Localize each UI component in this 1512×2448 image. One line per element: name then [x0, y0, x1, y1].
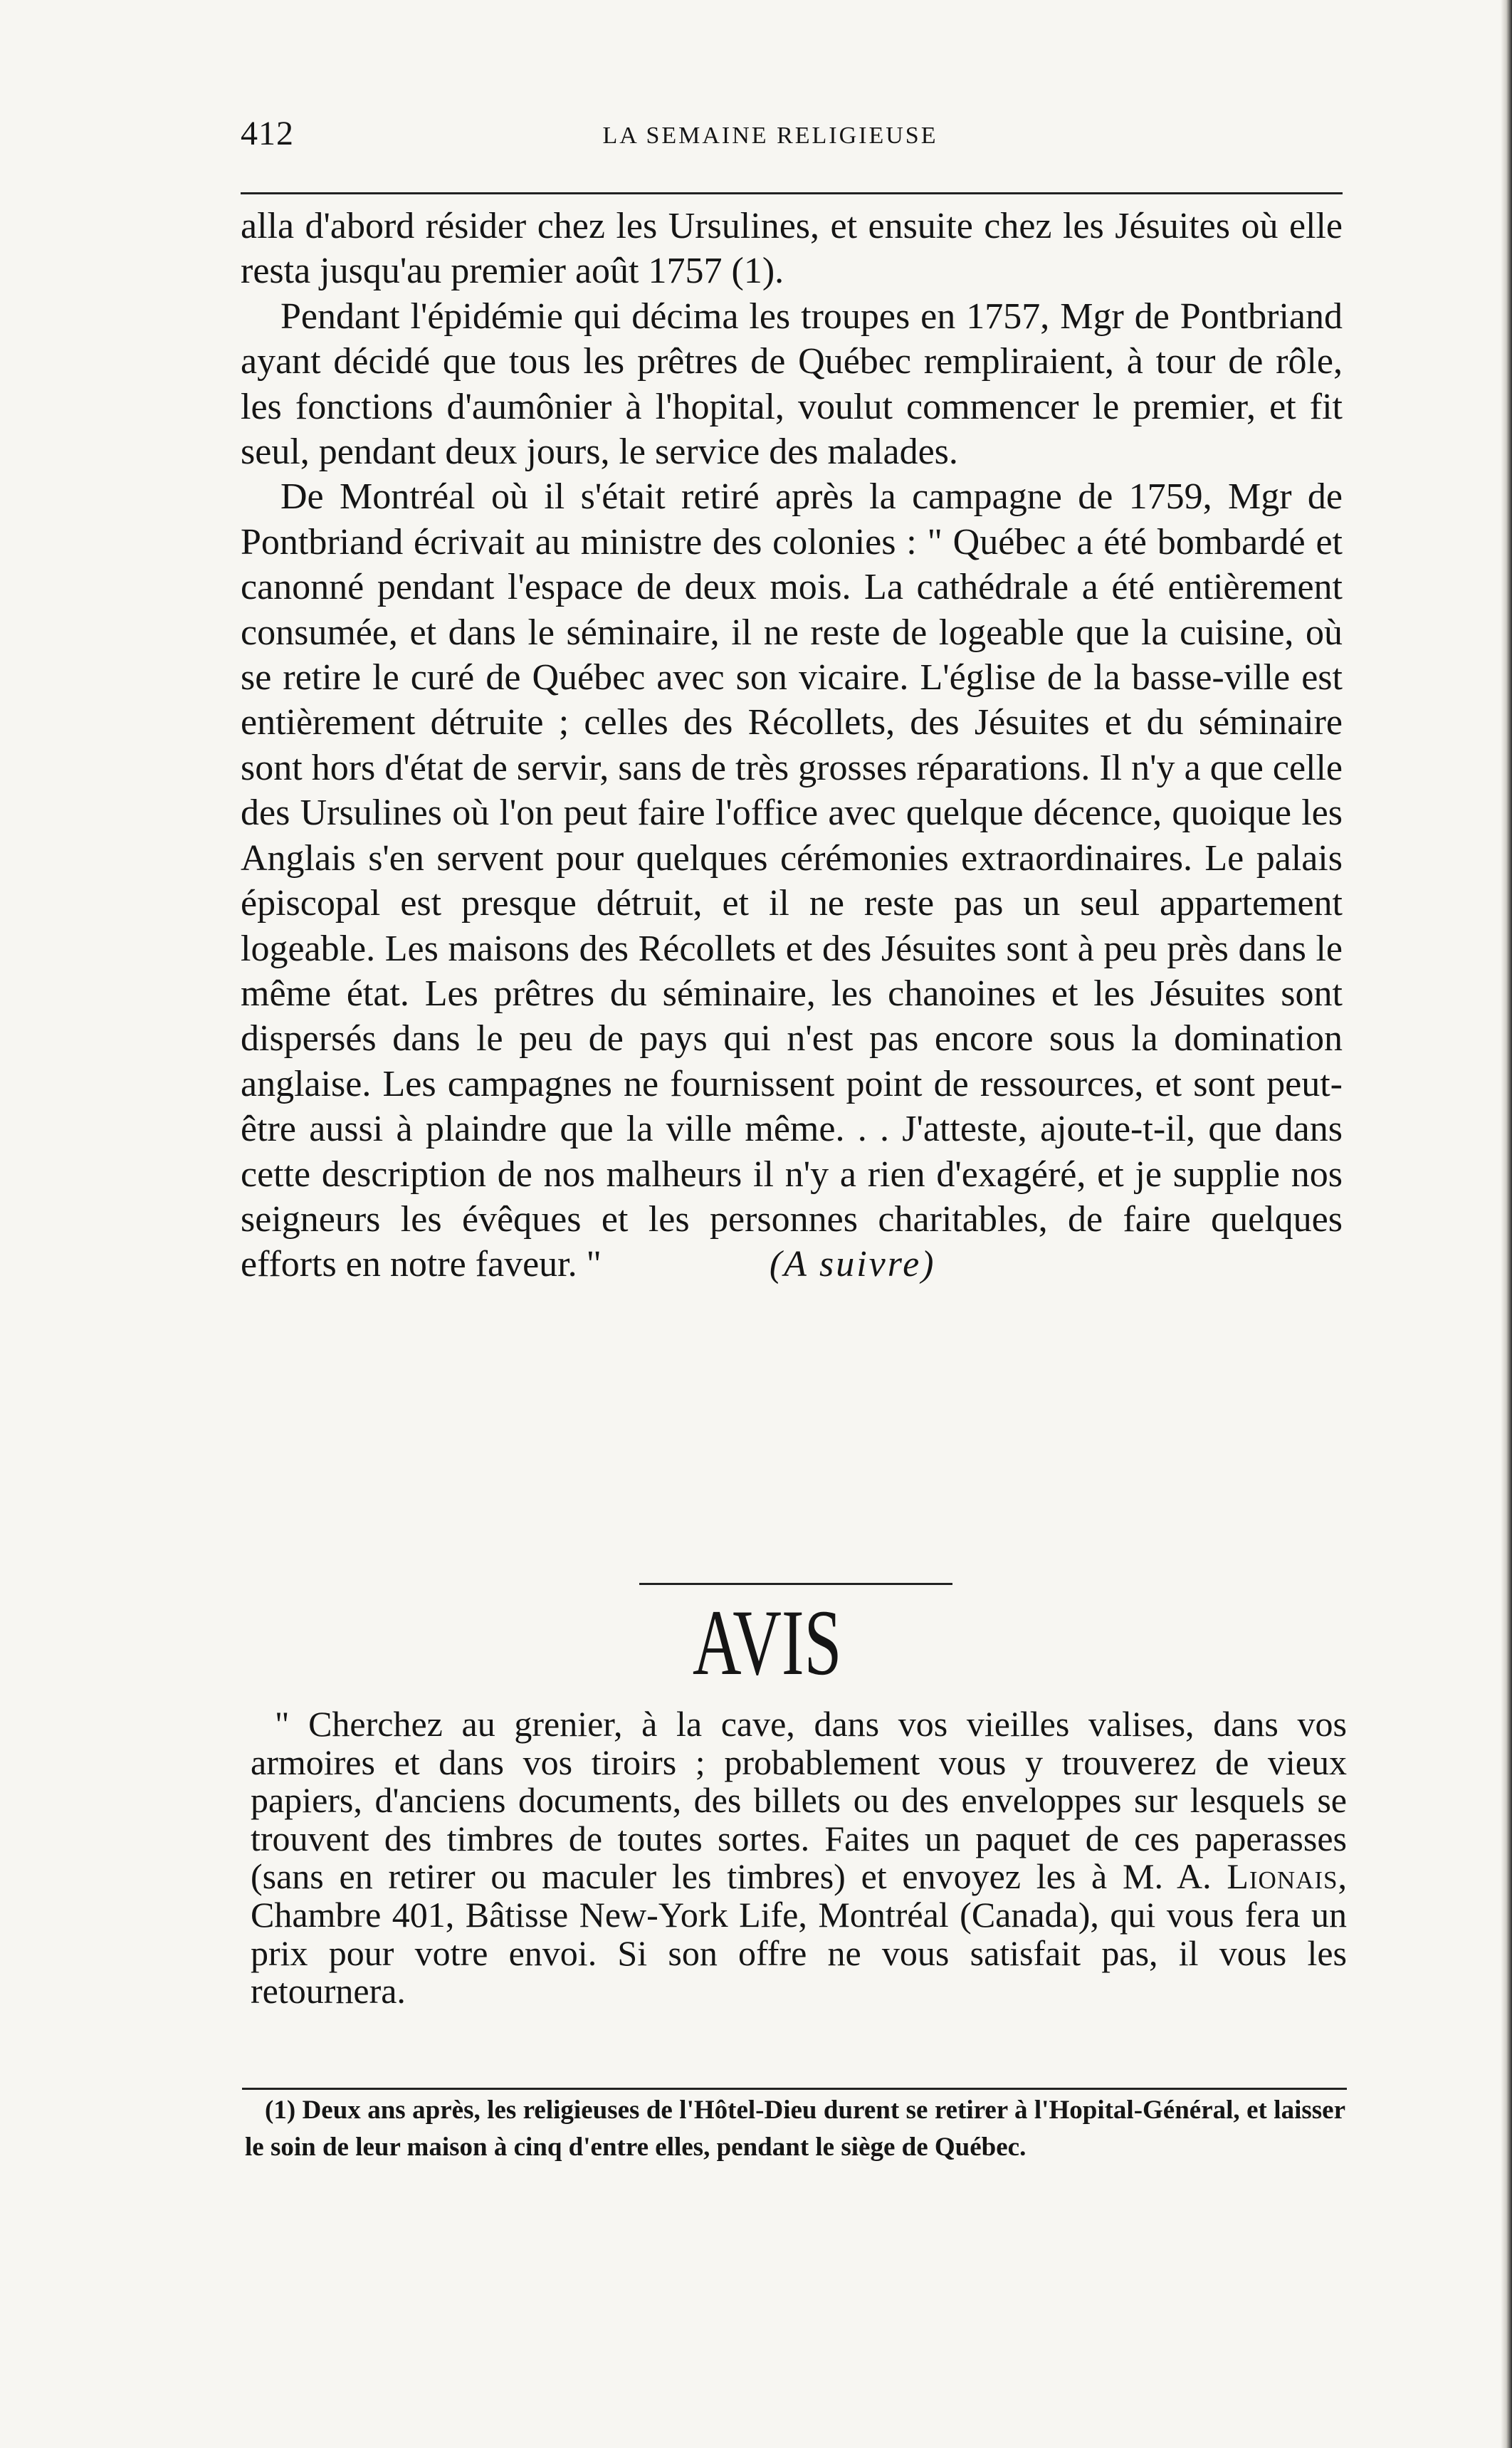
- notice-text-block: [251, 1705, 1347, 2011]
- header-rule: [241, 192, 1343, 194]
- footnote-rule: [242, 2088, 1347, 2090]
- page-edge-shadow: [1501, 0, 1512, 2448]
- notice-name: Lionais: [1227, 1856, 1338, 1897]
- notice-text-before-name: " Cherchez au grenier, à la cave, dans vos vieilles valises, dans vos armoires et dans vos tiroirs ; probablement vous y trouverez de vieux papiers, d'anciens documents, des billets ou des enveloppes sur lesquels se trouvent des timbres de toutes sortes. Faites un paquet de ces paperasses (sans en retirer ou maculer les timbres) et envoyez les à M. A.: [251, 1704, 1347, 1897]
- page-number: 412: [241, 115, 294, 152]
- paragraph-continuation: alla d'abord résider chez les Ursulines, et ensuite chez les Jésuites où elle resta jusqu'au premier août 1757 (1).: [241, 206, 1343, 292]
- notice-text-after-name: , Chambre 401, Bâtisse New-York Life, Montréal (Canada), qui vous fera un prix pour votre envoi. Si son offre ne vous satisfait pas, il vous les retournera.: [251, 1856, 1348, 2012]
- paragraph-montreal-letter-text: De Montréal où il s'était retiré après la campagne de 1759, Mgr de Pontbriand écrivait au ministre des colonies : " Québec a été bombardé et canonné pendant l'espace de deux mois. La cathédrale a été entièrement consumée, et dans le séminaire, il ne reste de logeable que la cuisine, où se retire le curé de Québec avec son vicaire. L'église de la basse-ville est entièrement détruite ; celles des Récollets, des Jésuites et du séminaire sont hors d'état de servir, sans de très grosses réparations. Il n'y a que celle des Ursulines où l'on peut faire l'office avec quelque décence, quoique les Anglais s'en servent pour quelques cérémonies extraordinaires. Le palais épiscopal est presque détruit, et il ne reste pas un seul appartement logeable. Les maisons des Récollets et des Jésuites sont à peu près dans le même état. Les prêtres du séminaire, les chanoines et les Jésuites sont dispersés dans le peu de pays qui n'est pas encore sous la domination anglaise. Les campagnes ne fournissent point de ressources, et sont peut-être aussi à plaindre que la ville même. . . J'atteste, ajoute-t-il, que dans cette description de nos malheurs il n'y a rien d'exagéré, et je supplie nos seigneurs les évêques et les personnes charitables, de faire quelques efforts en notre faveur. ": [241, 476, 1343, 1285]
- main-text-block: [241, 204, 1343, 1287]
- notice-title: AVIS: [692, 1590, 842, 1695]
- footnote-block: [245, 2092, 1345, 2166]
- running-title: [0, 122, 1512, 150]
- notice-paragraph: [251, 1705, 1347, 2011]
- footnote-text: (1) Deux ans après, les religieuses de l'Hôtel-Dieu durent se retirer à l'Hopital-Général, et laisser le soin de leur maison à cinq d'entre elles, pendant le siège de Québec.: [245, 2096, 1345, 2162]
- paragraph-epidemic: Pendant l'épidémie qui décima les troupes en 1757, Mgr de Pontbriand ayant décidé que tous les prêtres de Québec rempliraient, à tour de rôle, les fonctions d'aumônier à l'hopital, voulut commencer le premier, et fit seul, pendant deux jours, le service des malades.: [241, 295, 1343, 473]
- notice-rule: [639, 1583, 952, 1585]
- running-title-text: LA SEMAINE RELIGIEUSE: [602, 122, 938, 149]
- continued-note: (A suivre): [769, 1244, 936, 1285]
- paragraph-montreal-letter: [241, 474, 1343, 1287]
